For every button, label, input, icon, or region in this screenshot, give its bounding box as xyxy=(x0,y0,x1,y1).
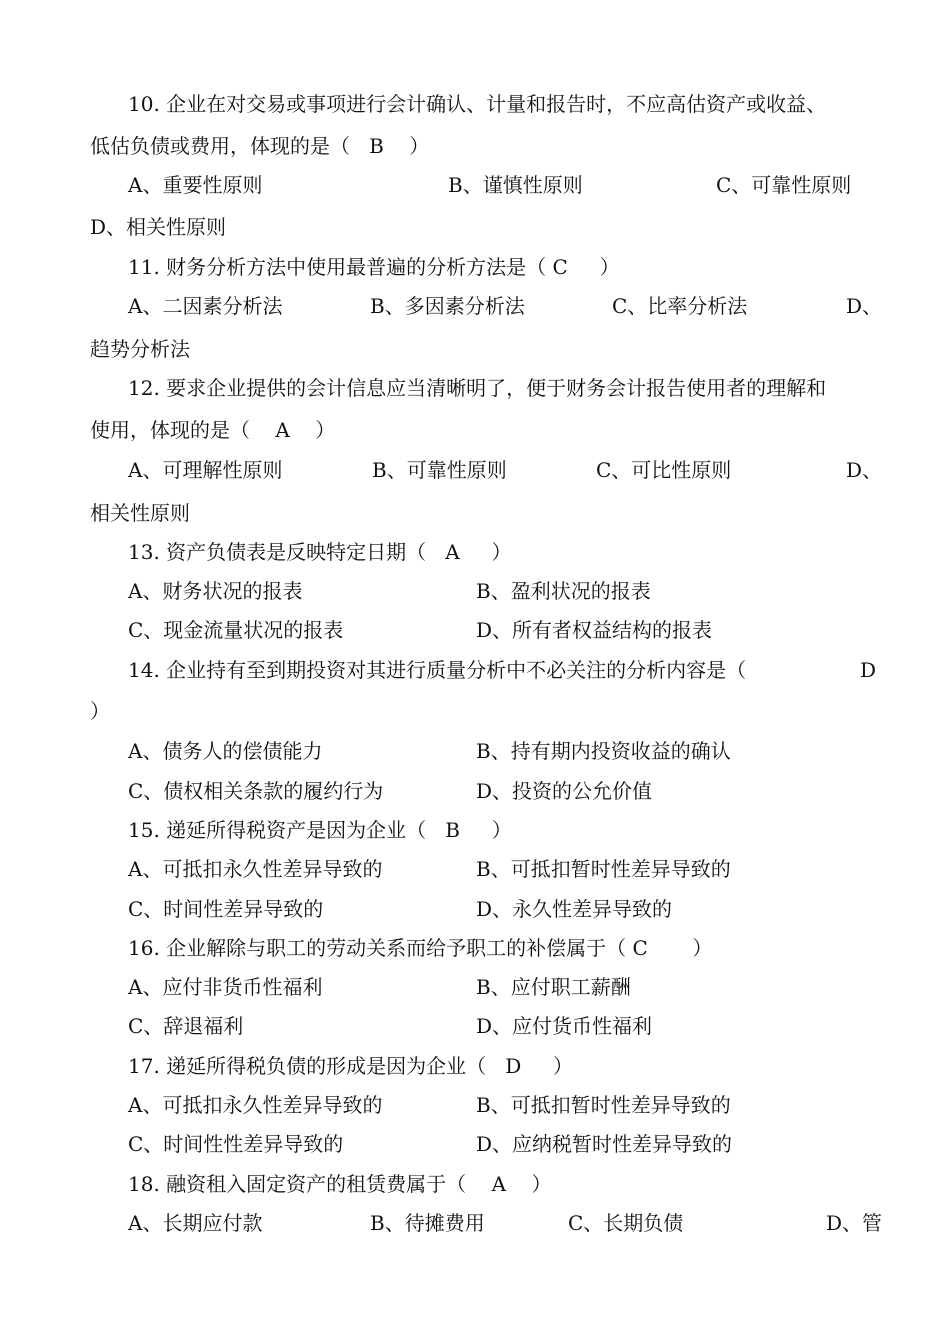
question-11-option-c: C、比率分析法 xyxy=(612,294,748,318)
question-13-option-d: D、所有者权益结构的报表 xyxy=(476,618,713,642)
question-11-option-b: B、多因素分析法 xyxy=(370,294,525,318)
question-11-stem: 11. 财务分析方法中使用最普遍的分析方法是（ C ） xyxy=(128,255,620,279)
question-17-option-c: C、时间性性差异导致的 xyxy=(128,1132,344,1156)
question-12-stem-cont: 使用，体现的是（ A ） xyxy=(90,418,336,442)
question-15-option-b: B、可抵扣暂时性差异导致的 xyxy=(476,857,731,881)
question-17-option-b: B、可抵扣暂时性差异导致的 xyxy=(476,1093,731,1117)
question-18-option-d: D、管 xyxy=(826,1211,883,1235)
question-14-option-c: C、债权相关条款的履约行为 xyxy=(128,779,384,803)
question-16-option-a: A、应付非货币性福利 xyxy=(128,975,323,999)
question-12-option-d-cont: 相关性原则 xyxy=(90,501,190,525)
question-14-stem: 14. 企业持有至到期投资对其进行质量分析中不必关注的分析内容是（ xyxy=(128,658,747,682)
question-10-option-a: A、重要性原则 xyxy=(128,173,263,197)
question-16-option-c: C、辞退福利 xyxy=(128,1014,244,1038)
question-10-stem-cont: 低估负债或费用，体现的是（ B ） xyxy=(90,134,430,158)
question-16-option-d: D、应付货币性福利 xyxy=(476,1014,653,1038)
question-10-option-c: C、可靠性原则 xyxy=(716,173,852,197)
question-12-option-c: C、可比性原则 xyxy=(596,458,732,482)
question-13-option-a: A、财务状况的报表 xyxy=(128,579,303,603)
question-17-option-a: A、可抵扣永久性差异导致的 xyxy=(128,1093,383,1117)
question-13-option-b: B、盈利状况的报表 xyxy=(476,579,651,603)
question-16-option-b: B、应付职工薪酬 xyxy=(476,975,631,999)
question-14-stem-cont: ） xyxy=(90,699,110,723)
question-15-option-d: D、永久性差异导致的 xyxy=(476,897,673,921)
question-10-stem: 10. 企业在对交易或事项进行会计确认、计量和报告时，不应高估资产或收益、 xyxy=(128,92,827,116)
question-12-option-b: B、可靠性原则 xyxy=(372,458,507,482)
question-16-stem: 16. 企业解除与职工的劳动关系而给予职工的补偿属于（ C ） xyxy=(128,936,713,960)
question-18-option-a: A、长期应付款 xyxy=(128,1211,263,1235)
question-15-stem: 15. 递延所得税资产是因为企业（ B ） xyxy=(128,818,512,842)
question-12-option-a: A、可理解性原则 xyxy=(128,458,283,482)
question-18-option-c: C、长期负债 xyxy=(568,1211,684,1235)
question-12-stem: 12. 要求企业提供的会计信息应当清晰明了，便于财务会计报告使用者的理解和 xyxy=(128,376,827,400)
question-14-answer: D xyxy=(860,658,877,682)
question-17-stem: 17. 递延所得税负债的形成是因为企业（ D ） xyxy=(128,1054,574,1078)
question-11-option-d-cont: 趋势分析法 xyxy=(90,337,190,361)
question-13-option-c: C、现金流量状况的报表 xyxy=(128,618,344,642)
question-12-option-d: D、 xyxy=(846,458,883,482)
question-10-option-d: D、相关性原则 xyxy=(90,215,227,239)
question-15-option-a: A、可抵扣永久性差异导致的 xyxy=(128,857,383,881)
question-17-option-d: D、应纳税暂时性差异导致的 xyxy=(476,1132,733,1156)
question-11-option-a: A、二因素分析法 xyxy=(128,294,283,318)
question-15-option-c: C、时间性差异导致的 xyxy=(128,897,324,921)
question-14-option-d: D、投资的公允价值 xyxy=(476,779,653,803)
question-18-option-b: B、待摊费用 xyxy=(370,1211,485,1235)
question-14-option-a: A、债务人的偿债能力 xyxy=(128,739,323,763)
question-11-option-d: D、 xyxy=(846,294,883,318)
question-10-option-b: B、谨慎性原则 xyxy=(448,173,583,197)
question-18-stem: 18. 融资租入固定资产的租赁费属于（ A ） xyxy=(128,1172,552,1196)
question-14-option-b: B、持有期内投资收益的确认 xyxy=(476,739,731,763)
question-13-stem: 13. 资产负债表是反映特定日期（ A ） xyxy=(128,540,512,564)
